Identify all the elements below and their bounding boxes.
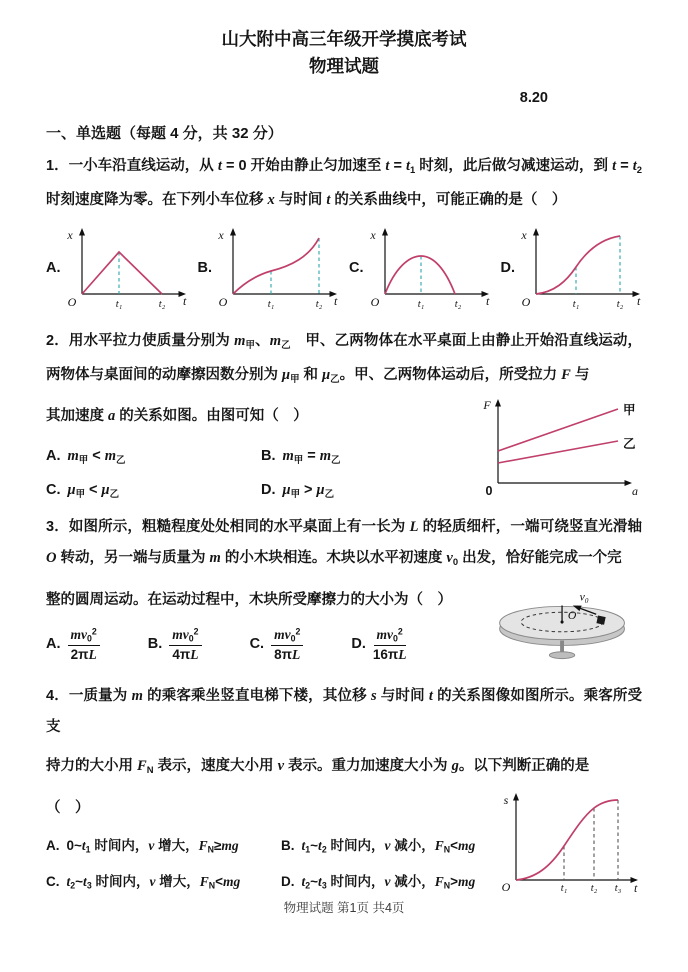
svg-text:t: t: [485, 293, 489, 308]
option-label: B.: [147, 636, 163, 653]
svg-text:t₁: t₁: [115, 298, 122, 310]
option-label: D.: [281, 874, 295, 890]
q4-left-column: [46, 785, 492, 891]
q3-option-c: [250, 626, 304, 664]
fraction-denominator: 16πL: [372, 646, 407, 662]
displacement-curve: [516, 800, 618, 880]
svg-text:O: O: [501, 879, 511, 894]
q1-graphs: [46, 224, 642, 312]
option-label: A.: [46, 837, 60, 853]
q3-option-d: [351, 626, 406, 664]
fraction-numerator: $mv_0^2$: [271, 626, 303, 646]
svg-text:s: s: [503, 792, 509, 807]
fraction-numerator: $mv_0^2$: [374, 626, 406, 646]
page-subtitle: 物理试题: [309, 56, 379, 76]
svg-text:t₁: t₁: [572, 298, 580, 310]
q4-text: 4．一质量为 m 的乘客乘坐竖直电梯下楼，其位移 s 与时间 t 的关系图像如图所示。乘客所受支: [46, 687, 643, 735]
option-text: $\mu_甲 < \mu_乙$: [67, 482, 120, 500]
svg-text:t₂: t₂: [158, 298, 165, 310]
svg-text:t: t: [637, 293, 641, 308]
fraction: [271, 626, 303, 664]
q4-text-continued: 持力的大小用 $F_N$ 表示，速度大小用 v 表示。重力加速度大小为 g。以下判断正确的是: [46, 757, 590, 775]
displacement-curve: [82, 252, 162, 294]
svg-text:O: O: [67, 294, 76, 309]
svg-text:乙: 乙: [623, 437, 636, 452]
q2-text-continued: 其加速度 a 的关系如图。由图可知（ ）: [46, 408, 308, 425]
svg-text:x: x: [521, 227, 527, 242]
option-label: C.: [46, 874, 60, 890]
q4-options: [46, 834, 484, 891]
option-label: B.: [281, 837, 295, 853]
fraction-denominator: 8πL: [274, 646, 301, 662]
q2-text: 2．用水平拉力使质量分别为 $m_甲$、$m_乙$ 甲、乙两物体在水平桌面上由静止开始沿直线运动，两物体与桌面间的动摩擦因数分别为 $\mu_甲$ 和 $\mu_乙$。甲、乙两物体运动后，所受拉力 F 与: [46, 332, 643, 384]
option-text: $t_1\sim t_2$ 时间内，v 减小，$F_N<mg$: [301, 837, 476, 855]
q3-options: [46, 626, 478, 664]
q3-text-continued: 整的圆周运动。在运动过程中，木块所受摩擦力的大小为（ ）: [46, 591, 452, 608]
svg-text:t₂: t₂: [590, 882, 598, 894]
q3-left-column: [46, 577, 486, 664]
displacement-curve: [536, 236, 620, 294]
q1-graph-a-plot: [62, 224, 188, 312]
svg-text:x: x: [66, 227, 73, 242]
option-letter-b: B.: [197, 259, 212, 276]
exam-date: 8.20: [519, 90, 548, 106]
fraction-numerator: $mv_0^2$: [68, 626, 100, 646]
svg-text:t₁: t₁: [267, 298, 275, 310]
q4-body: [46, 785, 642, 897]
q2-option-a: [46, 448, 261, 466]
q1-graph-c: [349, 224, 491, 312]
section-heading: 一、单选题（每题 4 分，共 32 分）: [46, 125, 283, 142]
svg-text:t₂: t₂: [454, 298, 461, 310]
q1-graph-d: [501, 224, 643, 312]
q1-text: 1．一小车沿直线运动，从 t = 0 开始由静止匀加速至 $t = t_1$ 时刻，此后做匀减速运动，到 $t = t_2$ 时刻速度降为零。在下列小车位移 x 与时间 t 的关系曲线中，可能正确的是（ ）: [46, 158, 642, 208]
q1-graph-c-plot: [365, 224, 491, 312]
option-text: $0\sim t_1$ 时间内，v 增大，$F_N\ge mg$: [66, 837, 239, 855]
svg-text:a: a: [632, 484, 638, 499]
q2-options: [46, 448, 464, 500]
fraction: [68, 626, 100, 664]
option-letter-c: C.: [349, 259, 364, 276]
svg-text:t₂: t₂: [616, 298, 624, 310]
q3-body: [46, 577, 642, 669]
svg-text:F: F: [483, 398, 491, 413]
q4-paren: （ ）: [46, 799, 90, 816]
q3-rotating-disk-diagram: [486, 577, 642, 669]
fraction-numerator: $mv_0^2$: [169, 626, 201, 646]
fraction: [373, 626, 407, 664]
page-footer: 物理试题 第1页 共4页: [283, 901, 405, 915]
option-label: C.: [249, 636, 265, 653]
q2-body: [46, 393, 642, 500]
q2-option-c: [46, 482, 261, 500]
svg-text:O: O: [521, 294, 531, 309]
page-title: 山大附中高三年级开学摸底考试: [221, 29, 467, 49]
option-label: C.: [46, 482, 61, 499]
svg-text:t₁: t₁: [560, 882, 568, 894]
q2-option-d: [261, 482, 464, 500]
q1-graph-d-plot: [516, 224, 642, 312]
q4-option-d: [281, 870, 484, 891]
option-label: D.: [261, 482, 276, 499]
svg-text:v₀: v₀: [579, 590, 589, 604]
fraction: [169, 626, 201, 664]
svg-text:t₃: t₃: [614, 882, 622, 894]
q3-text: 3．如图所示，粗糙程度处处相同的水平桌面上有一长为 L 的轻质细杆，一端可绕竖直光滑轴 O 转动，另一端与质量为 m 的小木块相连。木块以水平初速度 $v_0$ 出发，恰好能完成一个完: [46, 519, 642, 567]
displacement-curve: [385, 256, 455, 294]
option-label: D.: [351, 636, 366, 653]
fraction-denominator: 2πL: [70, 646, 97, 662]
option-letter-d: D.: [500, 259, 515, 276]
q4-option-b: [281, 834, 484, 855]
svg-text:O: O: [567, 608, 577, 622]
svg-text:甲: 甲: [623, 403, 636, 418]
block: [596, 615, 605, 624]
svg-text:O: O: [218, 294, 228, 309]
svg-text:t₂: t₂: [315, 298, 323, 310]
svg-text:t: t: [182, 293, 186, 308]
q1-graph-b: [198, 224, 340, 312]
svg-text:0: 0: [485, 484, 493, 499]
option-label: B.: [261, 448, 276, 465]
q4-option-a: [46, 834, 281, 855]
q3-option-a: [46, 626, 100, 664]
option-label: A.: [46, 448, 61, 465]
displacement-curve: [233, 238, 319, 294]
svg-text:x: x: [369, 227, 376, 242]
q2-force-acceleration-graph: [472, 393, 642, 499]
option-label: A.: [46, 636, 61, 653]
option-text: $m_甲 < m_乙$: [67, 448, 126, 466]
q4-displacement-time-graph: [492, 785, 642, 897]
option-letter-a: A.: [46, 259, 61, 276]
q2-option-b: [261, 448, 464, 466]
q4-option-c: [46, 870, 281, 891]
svg-text:t: t: [334, 293, 338, 308]
option-text: $t_2\sim t_3$ 时间内，v 减小，$F_N>mg$: [301, 874, 476, 891]
q2-left-column: [46, 393, 472, 500]
fraction-denominator: 4πL: [172, 646, 199, 662]
option-text: $\mu_甲 > \mu_乙$: [282, 482, 335, 500]
option-text: $t_2\sim t_3$ 时间内，v 增大，$F_N<mg$: [66, 874, 241, 891]
q3-option-b: [148, 626, 202, 664]
svg-text:t: t: [634, 880, 638, 895]
svg-text:t₁: t₁: [417, 298, 424, 310]
svg-text:O: O: [370, 294, 379, 309]
q1-graph-a: [46, 224, 188, 312]
svg-text:x: x: [218, 227, 224, 242]
option-text: $m_甲 = m_乙$: [282, 448, 341, 466]
q1-graph-b-plot: [213, 224, 339, 312]
